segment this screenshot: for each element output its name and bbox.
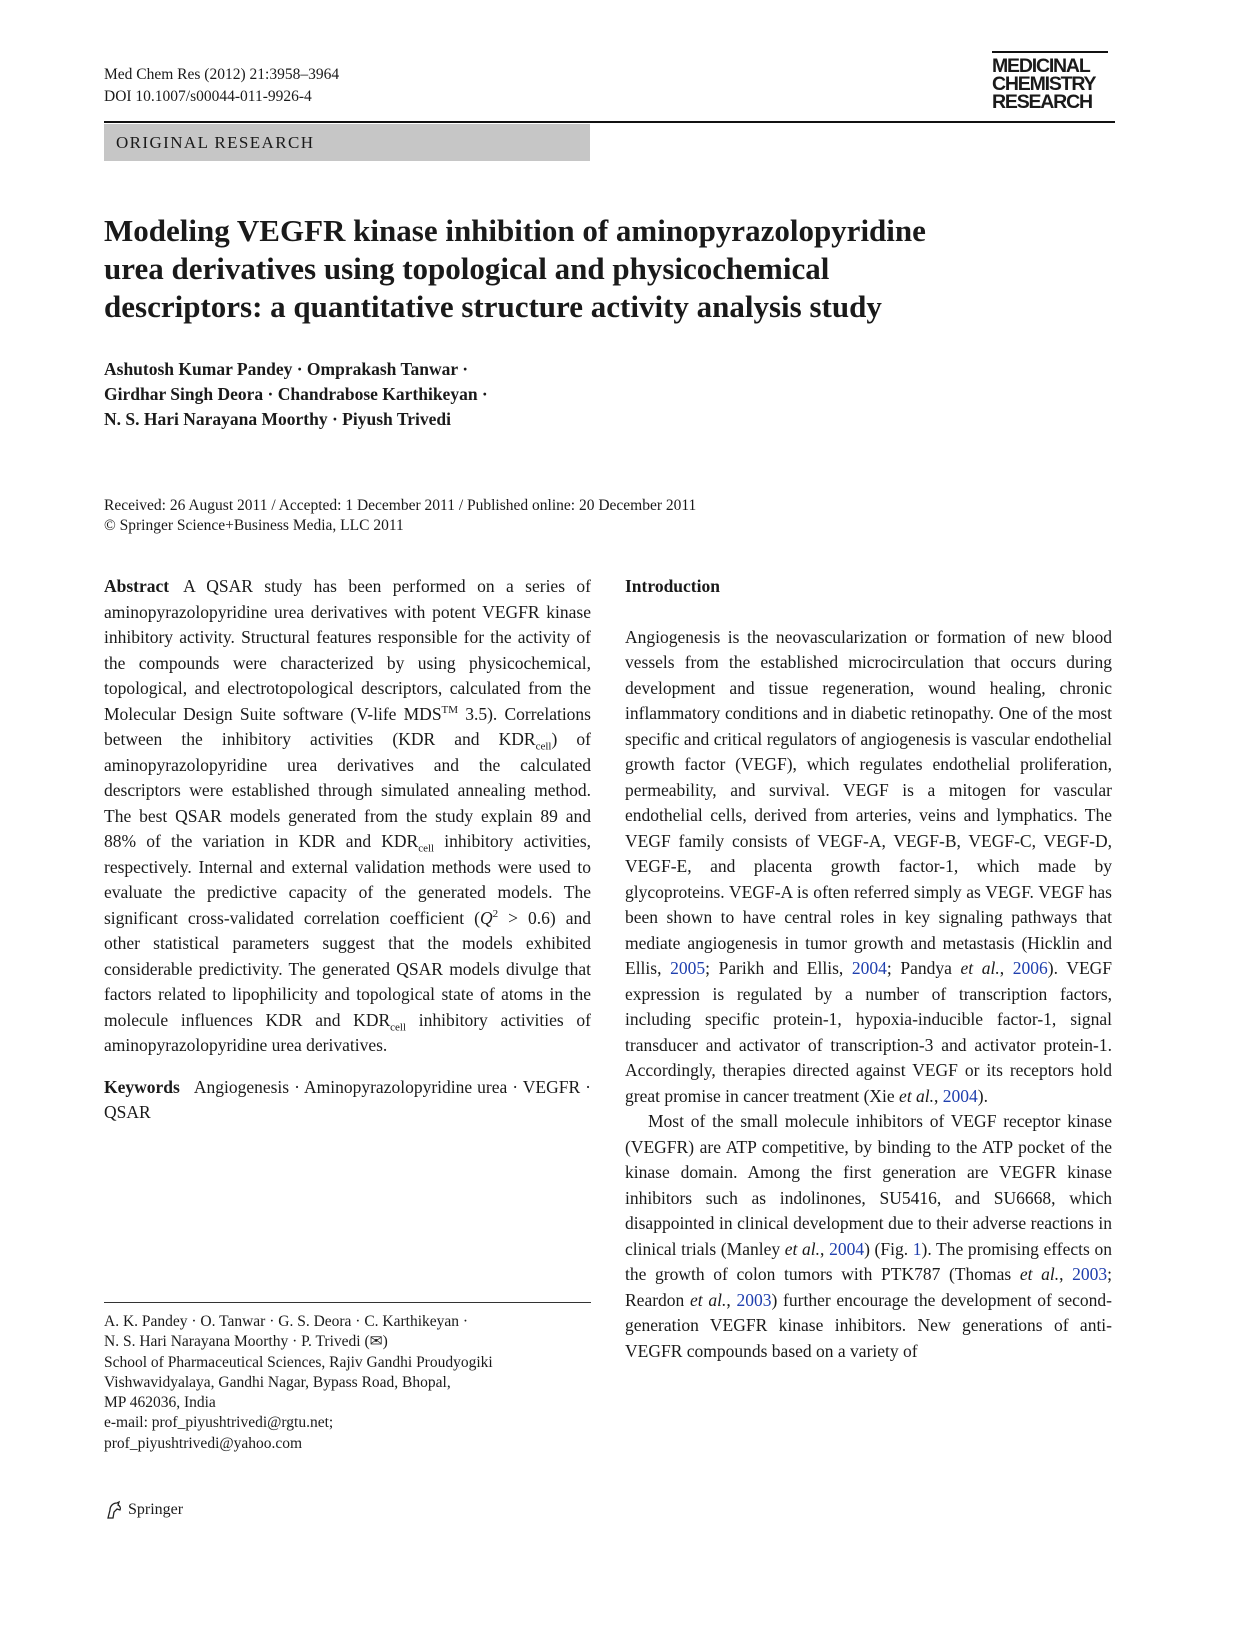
- cell-subscript: cell: [535, 740, 552, 753]
- abstract-text-5: > 0.6) and other statistical parameters suggest that the models exhibited considerable predictivity. The generated QSAR models divulge that factors related to lipophilicity and topological state of atoms in the molecule influences KDR and KDR: [104, 907, 592, 1030]
- intro-text: Angiogenesis is the neovascularization or formation of new blood vessels from the established microcirculation that occurs during development and tissue regeneration, wound healing, chronic inflammatory conditions and in diabetic retinopathy. One of the most specific and critical regulators of angiogenesis is vascular endothelial growth factor (VEGF), which regulates endothelial proliferation, permeability, and survival. VEGF is a mitogen for vascular endothelial cells, derived from arteries, veins and lymphatics. The VEGF family consists of VEGF-A, VEGF-B, VEGF-C, VEGF-D, VEGF-E, and placenta growth factor-1, which made by glycoproteins. VEGF-A is often referred simply as VEGF. VEGF has been shown to have central roles in key signaling pathways that mediate angiogenesis in tumor growth and metastasis (Hicklin and Ellis,: [625, 626, 1112, 978]
- abstract-text-6: inhibitory activities of aminopyrazolopyridine urea derivatives.: [104, 1009, 591, 1055]
- authors-line-1: Ashutosh Kumar Pandey · Omprakash Tanwar ·: [104, 359, 469, 379]
- title-line-3: descriptors: a quantitative structure activity analysis study: [104, 289, 882, 324]
- intro-text: ; Reardon: [625, 1264, 1113, 1310]
- authors-line-3: N. S. Hari Narayana Moorthy · Piyush Trivedi: [104, 409, 451, 429]
- q-exponent: 2: [492, 907, 499, 920]
- abstract-text-1: A QSAR study has been performed on a series of aminopyrazolopyridine urea derivatives with potent VEGFR kinase inhibitory activity. Structural features responsible for the activity of the compounds were characterized by using physicochemical, topological, and electrotopological descriptors, calculated from the Molecular Design Suite software (V-life MDS: [104, 576, 591, 724]
- intro-text: ; Pandya: [886, 958, 961, 978]
- abstract-text-3: ) of aminopyrazolopyridine urea derivatives and the calculated descriptors were established through simulated annealing method. The best QSAR models generated from the study explain 89 and 88% of the variation in KDR and KDR: [104, 729, 592, 851]
- article-category: ORIGINAL RESEARCH: [104, 124, 590, 161]
- right-column: [625, 574, 1112, 1364]
- intro-text: ) (Fig.: [864, 1238, 913, 1259]
- intro-text: Most of the small molecule inhibitors of VEGF receptor kinase (VEGFR) are ATP competitive, by binding to the ATP pocket of the kinase domain. Among the first generation are VEGFR kinase inhibitors such as indolinones, SU5416, and SU6668, which disappointed in clinical development due to their adverse reactions in clinical trials (Manley: [625, 1111, 1112, 1259]
- trademark-superscript: TM: [441, 703, 459, 716]
- affiliation-line-5: MP 462036, India: [104, 1394, 216, 1412]
- abstract-text-2: 3.5). Correlations between the inhibitory activities (KDR and KDR: [104, 703, 591, 749]
- journal-citation: [104, 64, 339, 108]
- left-column: [104, 574, 591, 1126]
- publication-history: [104, 496, 696, 536]
- intro-text: ). The promising effects on the growth of colon tumors with PTK787 (Thomas: [625, 1238, 1113, 1284]
- journal-logo: [992, 51, 1112, 111]
- title-line-2: urea derivatives using topological and physicochemical: [104, 251, 830, 286]
- affiliation-divider: [104, 1302, 591, 1303]
- doi-line: DOI 10.1007/s00044-011-9926-4: [104, 88, 312, 105]
- email-line-1: e-mail: prof_piyushtrivedi@rgtu.net;: [104, 1414, 334, 1432]
- abstract-label: Abstract: [104, 576, 170, 596]
- citation-link-2003[interactable]: 2003: [1072, 1264, 1108, 1284]
- abstract: [104, 574, 591, 1059]
- authors-line-2: Girdhar Singh Deora · Chandrabose Karthikeyan ·: [104, 384, 488, 404]
- abstract-text-4: inhibitory activities, respectively. Internal and external validation methods were used to evaluate the predictive capacity of the generated models. The significant cross-validated correlation coefficient (: [104, 831, 592, 928]
- logo-line-2: CHEMISTRY: [992, 73, 1096, 95]
- citation-link-2004[interactable]: 2004: [829, 1238, 865, 1259]
- q-symbol: Q: [479, 907, 493, 928]
- logo-bar: [992, 51, 1108, 53]
- et-al: et al.: [960, 958, 1000, 978]
- affiliation-line-2: N. S. Hari Narayana Moorthy · P. Trivedi (✉): [104, 1333, 388, 1351]
- intro-text: ).: [977, 1085, 988, 1106]
- publisher-name: Springer: [128, 1501, 184, 1518]
- intro-text: ). VEGF expression is regulated by a number of transcription factors, including specific protein-1, hypoxia-inducible factor-1, signal transducer and activator of transcription-3 and activator protein-1. Accordingly, therapies directed against VEGF or its receptors hold great promise in cancer treatment (Xie: [625, 958, 1113, 1106]
- citation-link-2006[interactable]: 2006: [1012, 958, 1048, 978]
- citation-link-2003[interactable]: 2003: [736, 1289, 772, 1310]
- et-al: et al.: [690, 1289, 727, 1310]
- article-title: [104, 212, 1004, 326]
- citation-link-2004[interactable]: 2004: [851, 958, 887, 978]
- et-al: et al.: [784, 1238, 821, 1259]
- journal-volume-line: Med Chem Res (2012) 21:3958–3964: [104, 66, 340, 83]
- affiliation-line-4: Vishwavidyalaya, Gandhi Nagar, Bypass Road, Bhopal,: [104, 1373, 451, 1391]
- logo-line-3: RESEARCH: [992, 91, 1092, 113]
- et-al: et al.: [899, 1085, 935, 1106]
- affiliation-line-3: School of Pharmaceutical Sciences, Rajiv Gandhi Proudyogiki: [104, 1353, 493, 1371]
- intro-paragraph-2: Most of the small molecule inhibitors of VEGF receptor kinase (VEGFR) are ATP competitive, by binding to the ATP pocket of the kinase domain. Among the first generation are VEGFR kinase inhibitors such as indolinones, SU5416, and SU6668, which disappointed in clinical development due to their adverse reactions in clinical trials (Manley et al., 2004) (Fig. 1). The promising effects on the growth of colon tumors with PTK787 (Thomas et al., 2003; Reardon et al., 2003) further encourage the development of second-generation VEGFR kinase inhibitors. New generations of anti-VEGFR compounds based on a variety of: [625, 1111, 1113, 1361]
- keywords-text: Angiogenesis · Aminopyrazolopyridine urea · VEGFR · QSAR: [104, 1076, 591, 1122]
- copyright-notice: © Springer Science+Business Media, LLC 2011: [104, 517, 404, 534]
- section-heading-introduction: Introduction: [625, 576, 720, 596]
- cell-subscript: cell: [418, 842, 435, 855]
- title-line-1: Modeling VEGFR kinase inhibition of aminopyrazolopyridine: [104, 213, 926, 248]
- intro-text: ) further encourage the development of second-generation VEGFR kinase inhibitors. New generations of anti-VEGFR compounds based on a variety of: [625, 1289, 1113, 1361]
- header-divider: [104, 121, 1115, 123]
- intro-paragraph-1: Angiogenesis is the neovascularization or formation of new blood vessels from the established microcirculation that occurs during development and tissue regeneration, wound healing, chronic inflammatory conditions and in diabetic retinopathy. One of the most specific and critical regulators of angiogenesis is vascular endothelial growth factor (VEGF), which regulates endothelial proliferation, permeability, and survival. VEGF is a mitogen for vascular endothelial cells, derived from arteries, veins and lymphatics. The VEGF family consists of VEGF-A, VEGF-B, VEGF-C, VEGF-D, VEGF-E, and placenta growth factor-1, which made by glycoproteins. VEGF-A is often referred simply as VEGF. VEGF has been shown to have central roles in key signaling pathways that mediate angiogenesis in tumor growth and metastasis (Hicklin and Ellis, 2005; Parikh and Ellis, 2004; Pandya et al., 2006). VEGF expression is regulated by a number of transcription factors, including specific protein-1, hypoxia-inducible factor-1, signal transducer and activator of transcription-3 and activator protein-1. Accordingly, therapies directed against VEGF or its receptors hold great promise in cancer treatment (Xie et al., 2004).: [625, 626, 1113, 1106]
- intro-text: ,: [999, 958, 1013, 978]
- logo-line-1: MEDICINAL: [992, 55, 1090, 77]
- received-dates: Received: 26 August 2011 / Accepted: 1 December 2011 / Published online: 20 December 2011: [104, 497, 697, 514]
- intro-text: ; Parikh and Ellis,: [705, 958, 852, 978]
- author-affiliation: [104, 1312, 493, 1454]
- email-line-2: prof_piyushtrivedi@yahoo.com: [104, 1434, 303, 1452]
- citation-link-2004[interactable]: 2004: [942, 1085, 978, 1106]
- author-list: [104, 357, 488, 432]
- keywords: [104, 1075, 591, 1126]
- springer-horse-icon: [104, 1500, 124, 1520]
- publisher-footer: [104, 1500, 183, 1520]
- affiliation-line-1: A. K. Pandey · O. Tanwar · G. S. Deora · C. Karthikeyan ·: [104, 1313, 469, 1330]
- cell-subscript: cell: [390, 1021, 407, 1033]
- keywords-label: Keywords: [104, 1076, 180, 1097]
- et-al: et al.: [1019, 1264, 1060, 1284]
- figure-link-1[interactable]: 1: [912, 1238, 922, 1259]
- citation-link-2005[interactable]: 2005: [670, 958, 706, 978]
